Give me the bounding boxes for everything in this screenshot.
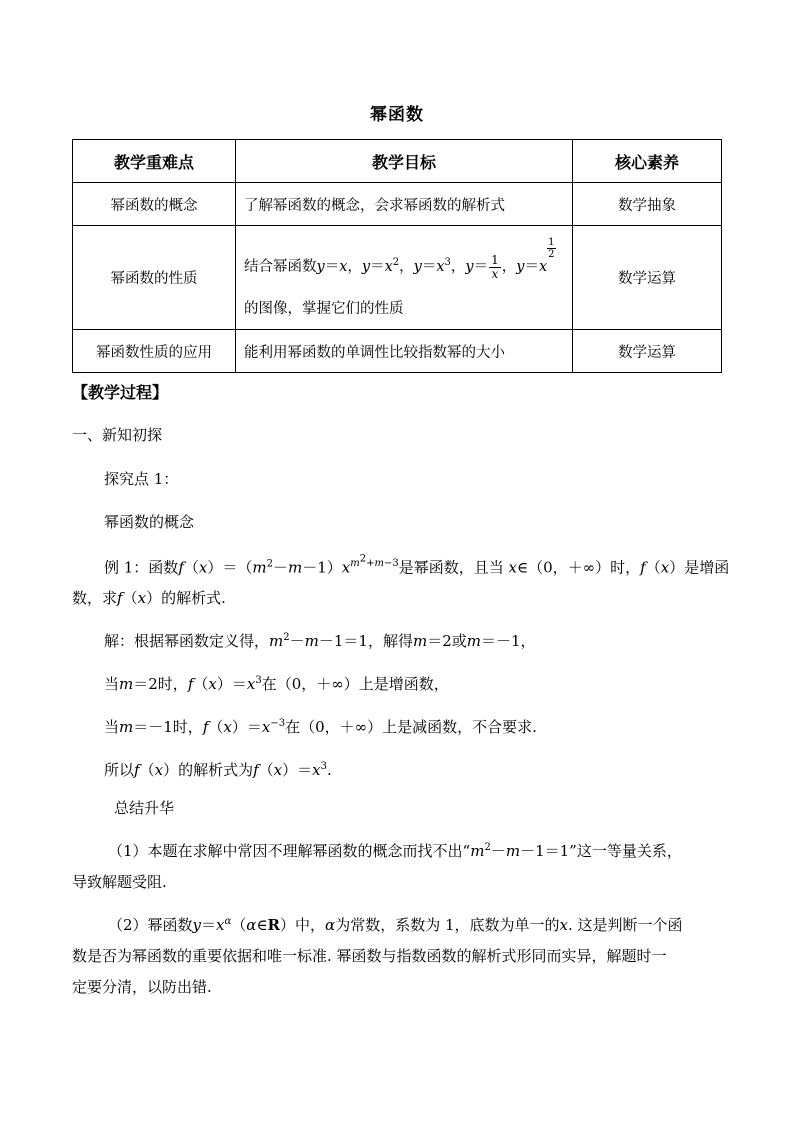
concept-heading: 幂函数的概念 (104, 513, 195, 531)
summary-p1-line2: 导致解题受阻. (72, 873, 167, 891)
header-goal: 教学目标 (236, 140, 573, 183)
goal-formula-line: 结合幂函数y＝x，$y=x^2$，$y=x^3$，y＝ $\frac{1}{x}$ ，y＝x $\frac{1}{2}$ (244, 237, 555, 281)
solution-line-2: 当m＝2时，$f(x)=x^3$在（0，＋∞）上是增函数， (104, 675, 449, 693)
cell-literacy: 数学抽象 (573, 183, 722, 226)
table-row (73, 183, 722, 226)
explore-point: 探究点 1： (104, 470, 179, 488)
cell-focus: 幂函数的概念 (73, 183, 236, 226)
summary-title: 总结升华 (114, 799, 175, 817)
cell-goal: 了解幂函数的概念，会求幂函数的解析式 (236, 183, 573, 226)
summary-p2-line1: （2）幂函数$y=x^\alpha(\alpha\in R)$中，α为常数，系数为 1，底数为单一的x. 这是判断一个函 (108, 916, 683, 934)
cell-goal-formula (236, 226, 573, 330)
goal-suffix: 的图像，掌握它们的性质 (244, 300, 404, 317)
example-line-1: 例 1：函数$f(x)=(m^2-m-1)x^{m^2+m-3}$是幂函数，且当 x∈（0，＋∞）时，f（x）是增函 (104, 554, 730, 577)
cell-literacy: 数学运算 (573, 226, 722, 330)
cell-focus: 幂函数性质的应用 (73, 330, 236, 373)
header-focus: 教学重难点 (73, 140, 236, 183)
example-line-2: 数，求f（x）的解析式. (72, 589, 226, 607)
solution-line-1: 解：根据幂函数定义得，$m^2-m-1=1$，解得m＝2或m＝－1， (104, 632, 536, 650)
header-literacy: 核心素养 (573, 140, 722, 183)
summary-p2-line3: 定要分清，以防出错. (72, 978, 212, 996)
page-title: 幂函数 (370, 105, 424, 125)
cell-goal: 能利用幂函数的单调性比较指数幂的大小 (236, 330, 573, 373)
summary-p1-line1: （1）本题在求解中常因不理解幂函数的概念而找不出“$m^2-m-1=1$”这一等量关系， (108, 842, 682, 860)
solution-line-4: 所以f（x）的解析式为$f(x)=x^3$. (104, 761, 332, 779)
table-row (73, 226, 722, 330)
section-title: 一、新知初探 (72, 426, 163, 444)
objectives-table (72, 139, 722, 373)
cell-focus: 幂函数的性质 (73, 226, 236, 330)
table-header-row (73, 140, 722, 183)
process-heading: 【教学过程】 (72, 383, 169, 402)
solution-line-3: 当m＝－1时，$f(x)=x^{-3}$在（0，＋∞）上是减函数，不合要求. (104, 718, 537, 736)
cell-literacy: 数学运算 (573, 330, 722, 373)
table-row (73, 330, 722, 373)
summary-p2-line2: 数是否为幂函数的重要依据和唯一标准. 幂函数与指数函数的解析式形同而实异，解题时一 (72, 947, 667, 965)
